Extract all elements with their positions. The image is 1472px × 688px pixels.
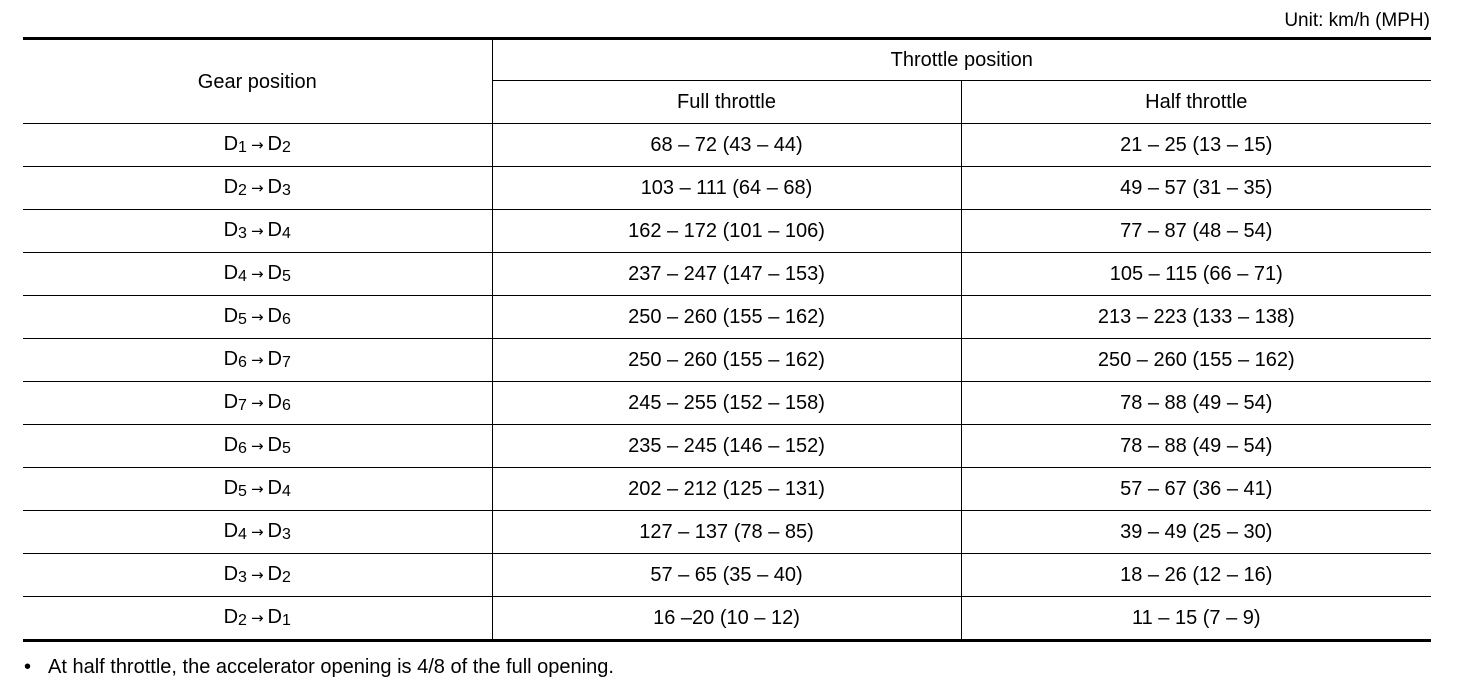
gear-from-letter: D: [223, 391, 239, 413]
gear-to-number: 5: [281, 268, 291, 285]
table-row: [23, 597, 1431, 641]
gear-from-number: 2: [238, 612, 247, 629]
full-throttle-speed-cell: 250 – 260 (155 – 162): [492, 339, 961, 382]
table-row: [23, 253, 1431, 296]
gear-from-letter: D: [223, 434, 239, 456]
full-throttle-speed-cell: 57 – 65 (35 – 40): [492, 554, 961, 597]
half-throttle-speed-cell: 213 – 223 (133 – 138): [961, 296, 1431, 339]
table-row: [23, 511, 1431, 554]
half-throttle-speed-cell: 78 – 88 (49 – 54): [961, 425, 1431, 468]
arrow-right-icon: →: [250, 480, 264, 498]
full-throttle-speed-cell: 16 –20 (10 – 12): [492, 597, 961, 641]
gear-from-letter: D: [223, 219, 239, 241]
footnote: [24, 655, 614, 679]
gear-shift-cell: [23, 597, 492, 641]
shift-schedule-table: [23, 37, 1431, 642]
gear-from-letter: D: [223, 305, 239, 327]
gear-to-letter: D: [267, 262, 282, 284]
half-throttle-speed-cell: 78 – 88 (49 – 54): [961, 382, 1431, 425]
table-row: [23, 296, 1431, 339]
full-throttle-speed-cell: 127 – 137 (78 – 85): [492, 511, 961, 554]
gear-from-letter: D: [223, 348, 239, 370]
gear-from-number: 5: [238, 311, 247, 328]
gear-to-letter: D: [267, 563, 282, 585]
table-row: [23, 425, 1431, 468]
gear-shift-cell: [23, 124, 492, 167]
gear-to-letter: D: [267, 219, 282, 241]
gear-shift-cell: [23, 511, 492, 554]
full-throttle-speed-cell: 250 – 260 (155 – 162): [492, 296, 961, 339]
gear-to-letter: D: [267, 434, 282, 456]
table-row: [23, 124, 1431, 167]
gear-to-number: 2: [281, 569, 291, 586]
table-body: [23, 124, 1431, 641]
arrow-right-icon: →: [250, 351, 264, 369]
full-throttle-speed-cell: 103 – 111 (64 – 68): [492, 167, 961, 210]
half-throttle-speed-cell: 49 – 57 (31 – 35): [961, 167, 1431, 210]
gear-to-letter: D: [267, 348, 282, 370]
gear-to-letter: D: [267, 520, 282, 542]
gear-from-number: 1: [238, 139, 247, 156]
unit-label: Unit: km/h (MPH): [1284, 10, 1430, 31]
table-row: [23, 554, 1431, 597]
half-throttle-speed-cell: 57 – 67 (36 – 41): [961, 468, 1431, 511]
gear-shift-cell: [23, 339, 492, 382]
gear-from-letter: D: [223, 262, 239, 284]
half-throttle-speed-cell: 11 – 15 (7 – 9): [961, 597, 1431, 641]
gear-to-letter: D: [267, 477, 282, 499]
gear-from-number: 7: [238, 397, 247, 414]
gear-shift-cell: [23, 210, 492, 253]
gear-to-number: 4: [281, 483, 291, 500]
gear-from-letter: D: [223, 477, 239, 499]
table-row: [23, 210, 1431, 253]
arrow-right-icon: →: [250, 566, 264, 584]
gear-to-number: 7: [281, 354, 291, 371]
gear-to-number: 2: [281, 139, 291, 156]
table-row: [23, 382, 1431, 425]
gear-from-number: 3: [238, 225, 247, 242]
gear-from-number: 6: [238, 354, 247, 371]
full-throttle-speed-cell: 68 – 72 (43 – 44): [492, 124, 961, 167]
gear-to-letter: D: [267, 391, 282, 413]
arrow-right-icon: →: [250, 179, 264, 197]
arrow-right-icon: →: [250, 437, 264, 455]
half-throttle-header: Half throttle: [961, 81, 1431, 124]
footnote-text: At half throttle, the accelerator opening is 4/8 of the full opening.: [48, 656, 614, 678]
full-throttle-speed-cell: 245 – 255 (152 – 158): [492, 382, 961, 425]
arrow-right-icon: →: [250, 308, 264, 326]
half-throttle-speed-cell: 105 – 115 (66 – 71): [961, 253, 1431, 296]
arrow-right-icon: →: [250, 136, 264, 154]
arrow-right-icon: →: [250, 609, 264, 627]
half-throttle-speed-cell: 18 – 26 (12 – 16): [961, 554, 1431, 597]
half-throttle-speed-cell: 77 – 87 (48 – 54): [961, 210, 1431, 253]
gear-shift-cell: [23, 382, 492, 425]
gear-from-letter: D: [223, 133, 239, 155]
gear-to-number: 3: [281, 526, 291, 543]
table-row: [23, 339, 1431, 382]
full-throttle-speed-cell: 162 – 172 (101 – 106): [492, 210, 961, 253]
full-throttle-speed-cell: 235 – 245 (146 – 152): [492, 425, 961, 468]
gear-from-letter: D: [223, 606, 239, 628]
full-throttle-speed-cell: 237 – 247 (147 – 153): [492, 253, 961, 296]
gear-from-number: 5: [238, 483, 247, 500]
gear-from-letter: D: [223, 563, 239, 585]
gear-to-number: 4: [281, 225, 291, 242]
gear-from-number: 4: [238, 268, 247, 285]
gear-from-number: 4: [238, 526, 247, 543]
gear-to-letter: D: [267, 176, 282, 198]
half-throttle-speed-cell: 250 – 260 (155 – 162): [961, 339, 1431, 382]
gear-to-letter: D: [267, 305, 282, 327]
arrow-right-icon: →: [250, 523, 264, 541]
table-row: [23, 167, 1431, 210]
gear-to-letter: D: [267, 133, 282, 155]
gear-to-number: 5: [281, 440, 291, 457]
arrow-right-icon: →: [250, 222, 264, 240]
gear-to-letter: D: [267, 606, 282, 628]
arrow-right-icon: →: [250, 265, 264, 283]
gear-shift-cell: [23, 253, 492, 296]
arrow-right-icon: →: [250, 394, 264, 412]
gear-shift-cell: [23, 296, 492, 339]
gear-position-header: Gear position: [23, 39, 492, 124]
throttle-position-header: Throttle position: [492, 39, 1431, 81]
gear-from-number: 3: [238, 569, 247, 586]
full-throttle-header: Full throttle: [492, 81, 961, 124]
gear-from-number: 6: [238, 440, 247, 457]
gear-shift-cell: [23, 425, 492, 468]
gear-shift-cell: [23, 167, 492, 210]
gear-to-number: 6: [281, 311, 291, 328]
full-throttle-speed-cell: 202 – 212 (125 – 131): [492, 468, 961, 511]
gear-shift-cell: [23, 554, 492, 597]
gear-to-number: 6: [281, 397, 291, 414]
gear-from-letter: D: [223, 176, 239, 198]
gear-shift-cell: [23, 468, 492, 511]
bullet-icon: •: [24, 656, 32, 678]
table-row: [23, 468, 1431, 511]
gear-from-letter: D: [223, 520, 239, 542]
half-throttle-speed-cell: 21 – 25 (13 – 15): [961, 124, 1431, 167]
gear-from-number: 2: [238, 182, 247, 199]
gear-to-number: 3: [281, 182, 291, 199]
half-throttle-speed-cell: 39 – 49 (25 – 30): [961, 511, 1431, 554]
gear-to-number: 1: [281, 612, 291, 629]
